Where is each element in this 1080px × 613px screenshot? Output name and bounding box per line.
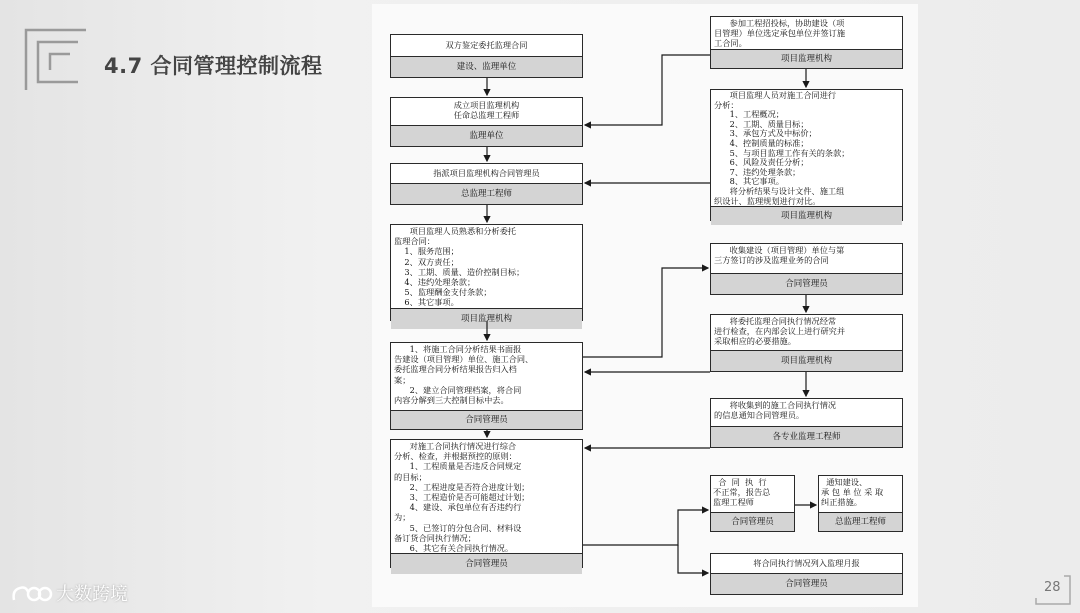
watermark-logo-icon <box>10 582 52 604</box>
box-role: 项目监理机构 <box>711 350 902 371</box>
box-role: 建设、监理单位 <box>391 56 582 77</box>
flow-box-analyze-supervision-contract <box>390 224 583 324</box>
page-number: 28 <box>1044 580 1061 595</box>
flow-box-report-archive <box>390 342 583 430</box>
box-role: 合同管理员 <box>711 512 794 531</box>
box-role: 监理单位 <box>391 125 582 146</box>
flow-box-analyze-construction-contract <box>710 89 903 221</box>
box-body: 将合同执行情况列入监理月报 <box>753 558 860 568</box>
box-role: 项目监理机构 <box>391 308 582 329</box>
box-role: 项目监理机构 <box>711 49 902 68</box>
box-body: 项目监理人员对施工合同进行 分析： 1、工程概况； 2、工期、质量目标； 3、承包方式及中标价； 4、控制质量的标准； 5、与项目监理工作有关的条款； 6、风险及责任分析； 7、违约处理条款； 8、其它事项。 将分析结果与设计文件、施工组 织设计、监理规划进行对比。 <box>714 90 850 206</box>
box-role: 项目监理机构 <box>711 206 902 225</box>
box-body: 成立项目监理机构 任命总监理工程师 <box>453 100 520 121</box>
box-body: 双方鉴定委托监理合同 <box>445 40 528 50</box>
box-body: 收集建设（项目管理）单位与第 三方签订的涉及监理业务的合同 <box>714 245 845 266</box>
flow-box-bidding <box>710 16 903 69</box>
box-body: 1、将施工合同分析结果书面报 告建设（项目管理）单位、施工合同、 委托监理合同分析结果报告归入档 案； 2、建立合同管理档案，将合同 内容分解到三大控制目标中去。 <box>394 344 534 406</box>
box-body: 将收集到的施工合同执行情况 的信息通知合同管理员。 <box>714 400 837 421</box>
box-body: 对施工合同执行情况进行综合 分析、检查，并根据预控的原则： 1、工程质量是否违反合同规定 的目标； 2、工程进度是否符合进度计划； 3、工程造价是否可能超过计划； 4、建设、承包单位有否违约行 为； 5、已签订的分包合同、材料设 备订货合同执行情况； 6、其它有关合同执行情况。 <box>394 441 530 554</box>
box-body: 通知建设、 承 包 单 位 采 取 纠正措施。 <box>821 477 884 508</box>
flow-box-comprehensive-analysis <box>390 439 583 568</box>
box-role: 总监理工程师 <box>391 183 582 204</box>
flow-box-setup-org <box>390 97 583 147</box>
flow-box-assign-manager <box>390 163 583 205</box>
slide-title: 4.7 合同管理控制流程 <box>104 54 323 78</box>
flow-box-corrective-action <box>818 475 903 532</box>
box-body: 参加工程招投标，协助建设（项 目管理）单位选定承包单位并签订施 工合同。 <box>714 18 846 49</box>
flow-box-monthly-report <box>710 553 903 595</box>
section-logo-icon <box>24 28 88 92</box>
flow-box-check-supervision-contract <box>710 314 903 372</box>
box-role: 总监理工程师 <box>819 512 902 531</box>
box-body: 指派项目监理机构合同管理员 <box>433 168 540 178</box>
box-role: 合同管理员 <box>711 573 902 594</box>
box-role: 各专业监理工程师 <box>711 426 902 447</box>
box-role: 合同管理员 <box>711 273 902 294</box>
flow-box-collect-third-party <box>710 243 903 295</box>
box-body: 项目监理人员熟悉和分析委托 监理合同： 1、服务范围； 2、双方责任； 3、工期、质量、造价控制目标； 4、违约处理条款； 5、监理酬金支付条款； 6、其它事项。 <box>394 226 525 308</box>
box-body: 将委托监理合同执行情况经常 进行检查，在内部会议上进行研究并 采取相应的必要措施。 <box>714 316 846 347</box>
box-body: 合 同 执 行 不正常，报告总 监理工程师 <box>713 477 771 508</box>
flow-box-notify-manager <box>710 398 903 448</box>
watermark <box>10 580 128 606</box>
watermark-text: 大数跨境 <box>56 584 128 605</box>
flow-box-sign-contract <box>390 34 583 78</box>
box-role: 合同管理员 <box>391 410 582 429</box>
flow-box-abnormal-report <box>710 475 795 532</box>
box-role: 合同管理员 <box>391 553 582 574</box>
